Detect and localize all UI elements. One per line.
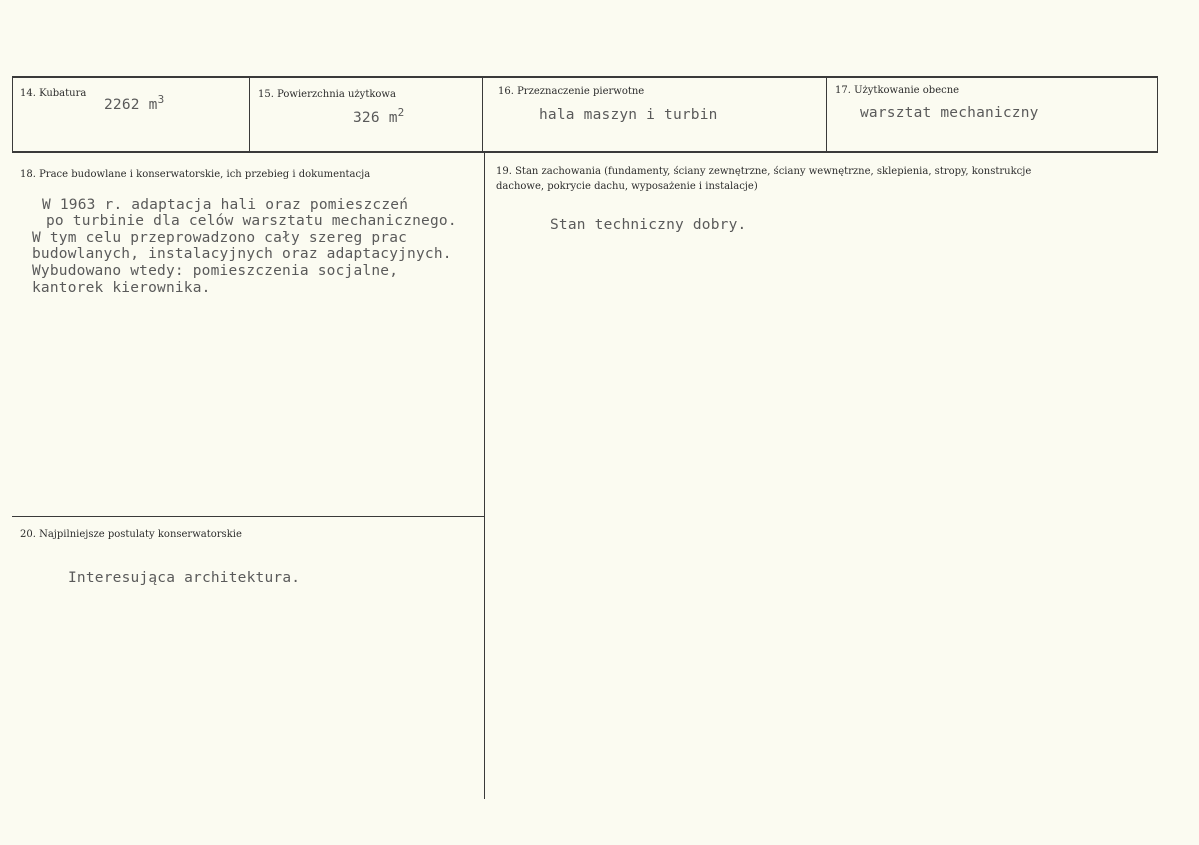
field-17-value: warsztat mechaniczny	[860, 105, 1039, 121]
field-18-line: po turbinie dla celów warsztatu mechanicznego.	[46, 213, 457, 229]
field-18-line: W 1963 r. adaptacja hali oraz pomieszczeń	[42, 197, 409, 213]
header-bottom-rule	[12, 151, 1158, 153]
field-18-line: W tym celu przeprowadzono cały szereg prac	[32, 230, 408, 246]
area-unit-exponent: 2	[397, 106, 405, 119]
middle-vertical-divider	[484, 152, 485, 799]
volume-value: 2262 m	[104, 96, 158, 113]
field-20-label: 20. Najpilniejsze postulaty konserwatorskie	[20, 529, 242, 540]
field-18-text	[0, 197, 457, 333]
divider-14-15	[249, 76, 250, 152]
field-14-value	[104, 93, 164, 113]
field-18-label: 18. Prace budowlane i konserwatorskie, ich przebieg i dokumentacja	[20, 169, 371, 180]
divider-15-16	[482, 76, 483, 152]
field-16-label: 16. Przeznaczenie pierwotne	[498, 86, 645, 97]
field-19-label: 19. Stan zachowania (fundamenty, ściany zewnętrzne, ściany wewnętrzne, sklepienia, stropy, konstrukcje dachowe, pokrycie dachu, wyposażenie i instalacje)	[496, 166, 1032, 192]
field-18-line: Wybudowano wtedy: pomieszczenia socjalne,	[32, 263, 399, 279]
area-value: 326 m	[353, 109, 398, 126]
right-border	[1157, 76, 1158, 152]
field-15-label: 15. Powierzchnia użytkowa	[258, 89, 396, 100]
top-rule	[12, 76, 1158, 78]
field-15-value	[353, 106, 404, 126]
volume-unit-exponent: 3	[157, 93, 165, 106]
field-18-line: kantorek kierownika.	[32, 280, 211, 296]
field-20-value: Interesująca architektura.	[68, 570, 301, 586]
field-17-label: 17. Użytkowanie obecne	[835, 85, 960, 96]
section-20-top-rule	[12, 516, 485, 517]
divider-16-17	[826, 76, 827, 152]
field-18-line: budowlanych, instalacyjnych oraz adaptacyjnych.	[32, 246, 452, 262]
field-16-value: hala maszyn i turbin	[539, 107, 718, 123]
left-border	[12, 76, 13, 152]
field-19-value: Stan techniczny dobry.	[550, 217, 747, 233]
field-14-label: 14. Kubatura	[20, 88, 87, 99]
